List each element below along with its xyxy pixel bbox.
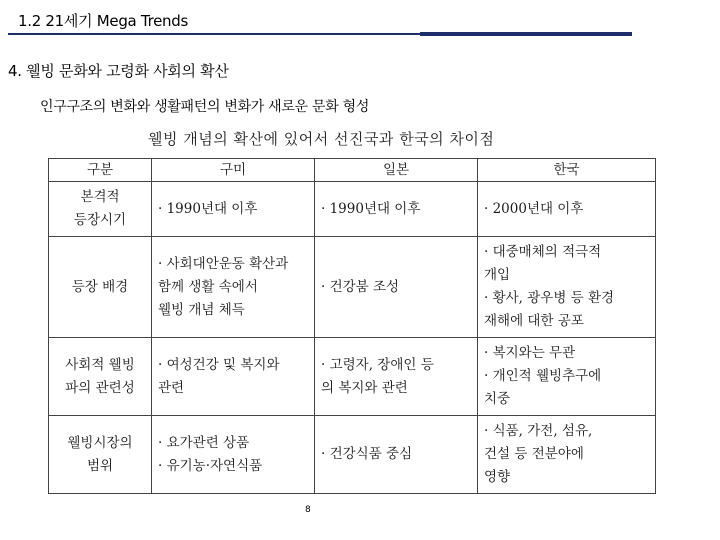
cell-line: 개입 — [484, 267, 511, 283]
row-header-cell — [49, 416, 152, 494]
column-header: 한국 — [478, 159, 656, 182]
cell-line: 건설 등 전분야에 — [484, 446, 584, 462]
cell-line: 본격적 — [80, 189, 120, 205]
west-cell — [152, 416, 315, 494]
row-header-cell — [49, 182, 152, 237]
cell-line: · 여성건강 및 복지와 — [158, 356, 280, 373]
column-header: 구미 — [152, 159, 315, 182]
cell-line: · 유기농·자연식품 — [158, 457, 263, 474]
west-cell — [152, 237, 315, 338]
cell-line: · 복지와는 무관 — [484, 345, 576, 361]
table-row — [49, 182, 656, 237]
cell-line: · 식품, 가전, 섬유, — [484, 423, 593, 439]
cell-line: 사회적 웰빙 — [65, 356, 135, 373]
cell-line: 파의 관련성 — [65, 379, 135, 396]
cell-line: 의 복지와 관련 — [321, 379, 408, 396]
cell-line: · 1990년대 이후 — [158, 200, 258, 217]
section-title: 4. 웰빙 문화와 고령화 사회의 확산 — [8, 62, 229, 80]
cell-line: · 요가관련 상품 — [158, 434, 250, 451]
cell-line: · 2000년대 이후 — [484, 200, 584, 217]
header-rule-accent — [420, 32, 632, 36]
cell-line: · 고령자, 장애인 등 — [321, 356, 434, 373]
cell-line: 등장 배경 — [71, 278, 129, 295]
cell-line: 영향 — [484, 469, 511, 485]
column-header: 구분 — [49, 159, 152, 182]
page-number: 8 — [305, 505, 311, 515]
table-row — [49, 338, 656, 416]
subtitle: 인구구조의 변화와 생활패턴의 변화가 새로운 문화 형성 — [40, 99, 370, 115]
row-header-cell — [49, 237, 152, 338]
cell-line: 등장시기 — [73, 212, 127, 228]
korea-cell — [478, 416, 656, 494]
japan-cell — [315, 416, 478, 494]
cell-line: · 대중매체의 적극적 — [484, 244, 602, 260]
table-caption: 웰빙 개념의 확산에 있어서 선진국과 한국의 차이점 — [148, 130, 495, 148]
cell-line: · 황사, 광우병 등 환경 — [484, 290, 615, 306]
west-cell — [152, 338, 315, 416]
cell-line: 함께 생활 속에서 — [158, 278, 258, 295]
table-row — [49, 416, 656, 494]
cell-line: · 개인적 웰빙추구에 — [484, 368, 602, 384]
cell-line: 관련 — [158, 379, 185, 396]
japan-cell — [315, 338, 478, 416]
cell-line: · 1990년대 이후 — [321, 200, 421, 217]
comparison-table — [48, 158, 656, 494]
korea-cell — [478, 338, 656, 416]
cell-line: · 건강식품 중심 — [321, 446, 413, 462]
cell-line: · 건강붐 조성 — [321, 278, 400, 295]
table-row — [49, 237, 656, 338]
west-cell — [152, 182, 315, 237]
cell-line: 치중 — [484, 391, 511, 407]
korea-cell — [478, 182, 656, 237]
header-title: 1.2 21세기 Mega Trends — [18, 12, 188, 30]
table-header-row — [49, 159, 656, 182]
cell-line: 웰빙시장의 — [67, 434, 133, 451]
cell-line: · 사회대안운동 확산과 — [158, 255, 289, 272]
cell-line: 웰빙 개념 체득 — [158, 301, 245, 318]
japan-cell — [315, 237, 478, 338]
column-header: 일본 — [315, 159, 478, 182]
cell-line: 재해에 대한 공포 — [484, 313, 584, 329]
row-header-cell — [49, 338, 152, 416]
japan-cell — [315, 182, 478, 237]
cell-line: 범위 — [86, 457, 114, 474]
korea-cell — [478, 237, 656, 338]
